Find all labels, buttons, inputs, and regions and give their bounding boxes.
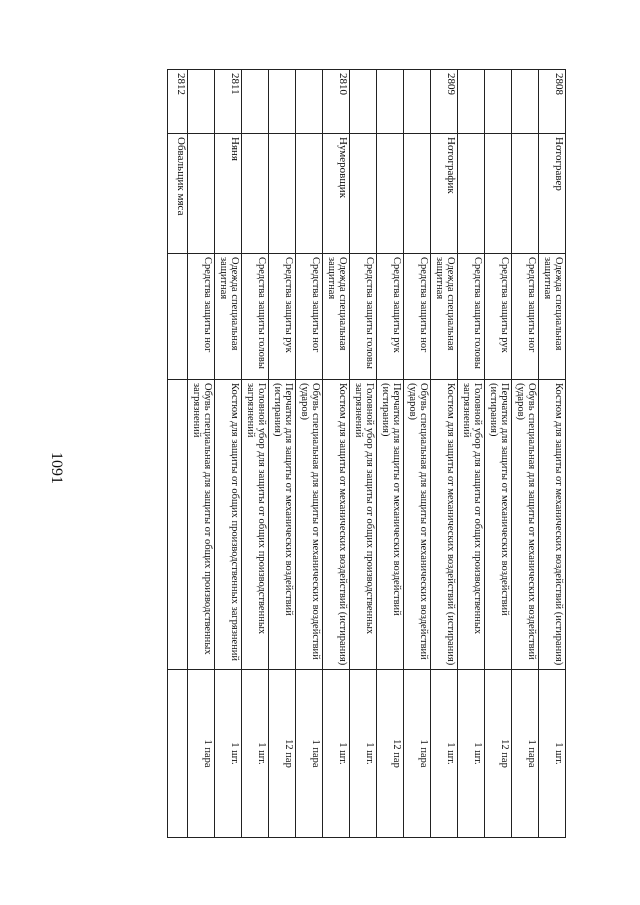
profession-name-empty [296,134,323,254]
ppe-item-empty [168,380,188,670]
ppe-category: Одежда специальная защитная [431,254,458,380]
table-row [404,70,431,838]
table-row [350,70,377,838]
rotated-table-sheet [102,69,566,837]
ppe-quantity: 1 шт. [323,670,350,838]
profession-name-empty [350,134,377,254]
profession-name: Нумеровщик [323,134,350,254]
ppe-item: Костюм для защиты от механических воздействий (истирания) [323,380,350,670]
profession-number-empty [512,70,539,134]
ppe-item: Перчатки для защиты от механических воздействий (истирания) [269,380,296,670]
ppe-category: Средства защиты головы [350,254,377,380]
profession-name-empty [269,134,296,254]
profession-number-empty [350,70,377,134]
profession-name-empty [242,134,269,254]
profession-number: 2811 [215,70,242,134]
table-row [539,70,566,838]
profession-number: 2812 [168,70,188,134]
ppe-quantity: 1 шт. [458,670,485,838]
ppe-item: Обувь специальная для защиты от механических воздействий (ударов) [512,380,539,670]
ppe-quantity: 12 пар [269,670,296,838]
ppe-item: Головной убор для защиты от общих производственных загрязнений [458,380,485,670]
ppe-category: Одежда специальная защитная [215,254,242,380]
table-row [242,70,269,838]
profession-name-empty [377,134,404,254]
ppe-norms-table [167,69,566,838]
ppe-category: Средства защиты ног [296,254,323,380]
profession-number-empty [458,70,485,134]
ppe-category: Средства защиты рук [377,254,404,380]
ppe-quantity: 1 пара [512,670,539,838]
ppe-item: Костюм для защиты от общих производственных загрязнений [215,380,242,670]
ppe-category: Одежда специальная защитная [323,254,350,380]
ppe-quantity: 1 шт. [215,670,242,838]
table-row [377,70,404,838]
profession-number-empty [485,70,512,134]
ppe-item: Костюм для защиты от механических воздействий (истирания) [431,380,458,670]
table-row [431,70,458,838]
table-row [168,70,188,838]
ppe-item: Обувь специальная для защиты от общих производственных загрязнений [188,380,215,670]
table-row [512,70,539,838]
ppe-item: Перчатки для защиты от механических воздействий (истирания) [377,380,404,670]
profession-name: Обвальщик мяса [168,134,188,254]
ppe-item: Костюм для защиты от механических воздействий (истирания) [539,380,566,670]
profession-name-empty [458,134,485,254]
ppe-quantity: 1 пара [404,670,431,838]
profession-number: 2809 [431,70,458,134]
ppe-item: Обувь специальная для защиты от механических воздействий (ударов) [404,380,431,670]
profession-number: 2810 [323,70,350,134]
ppe-quantity: 1 шт. [350,670,377,838]
profession-name: Нотографик [431,134,458,254]
table-row [323,70,350,838]
table-row [485,70,512,838]
profession-name-empty [512,134,539,254]
ppe-category: Средства защиты ног [512,254,539,380]
ppe-quantity: 12 пар [485,670,512,838]
ppe-quantity: 1 пара [296,670,323,838]
ppe-category-empty [168,254,188,380]
table-row [458,70,485,838]
ppe-quantity: 1 шт. [242,670,269,838]
ppe-category: Средства защиты рук [269,254,296,380]
ppe-category: Средства защиты головы [458,254,485,380]
ppe-quantity-empty [168,670,188,838]
profession-number-empty [188,70,215,134]
table-row [296,70,323,838]
profession-number-empty [296,70,323,134]
profession-number-empty [269,70,296,134]
profession-number-empty [242,70,269,134]
table-row [215,70,242,838]
profession-name-empty [188,134,215,254]
ppe-category: Одежда специальная защитная [539,254,566,380]
ppe-quantity: 1 шт. [539,670,566,838]
profession-name: Няня [215,134,242,254]
ppe-quantity: 1 шт. [431,670,458,838]
ppe-item: Головной убор для защиты от общих производственных загрязнений [242,380,269,670]
profession-name-empty [485,134,512,254]
ppe-quantity: 1 пара [188,670,215,838]
profession-name: Нотогравер [539,134,566,254]
ppe-category: Средства защиты головы [242,254,269,380]
page-number: 1091 [48,452,65,484]
ppe-item: Перчатки для защиты от механических воздействий (истирания) [485,380,512,670]
table-body [168,70,566,838]
table-row [188,70,215,838]
table-row [269,70,296,838]
profession-number-empty [404,70,431,134]
ppe-item: Обувь специальная для защиты от механических воздействий (ударов) [296,380,323,670]
ppe-category: Средства защиты ног [188,254,215,380]
profession-number: 2808 [539,70,566,134]
profession-number-empty [377,70,404,134]
ppe-quantity: 12 пар [377,670,404,838]
profession-name-empty [404,134,431,254]
ppe-item: Головной убор для защиты от общих производственных загрязнений [350,380,377,670]
ppe-category: Средства защиты рук [485,254,512,380]
ppe-category: Средства защиты ног [404,254,431,380]
